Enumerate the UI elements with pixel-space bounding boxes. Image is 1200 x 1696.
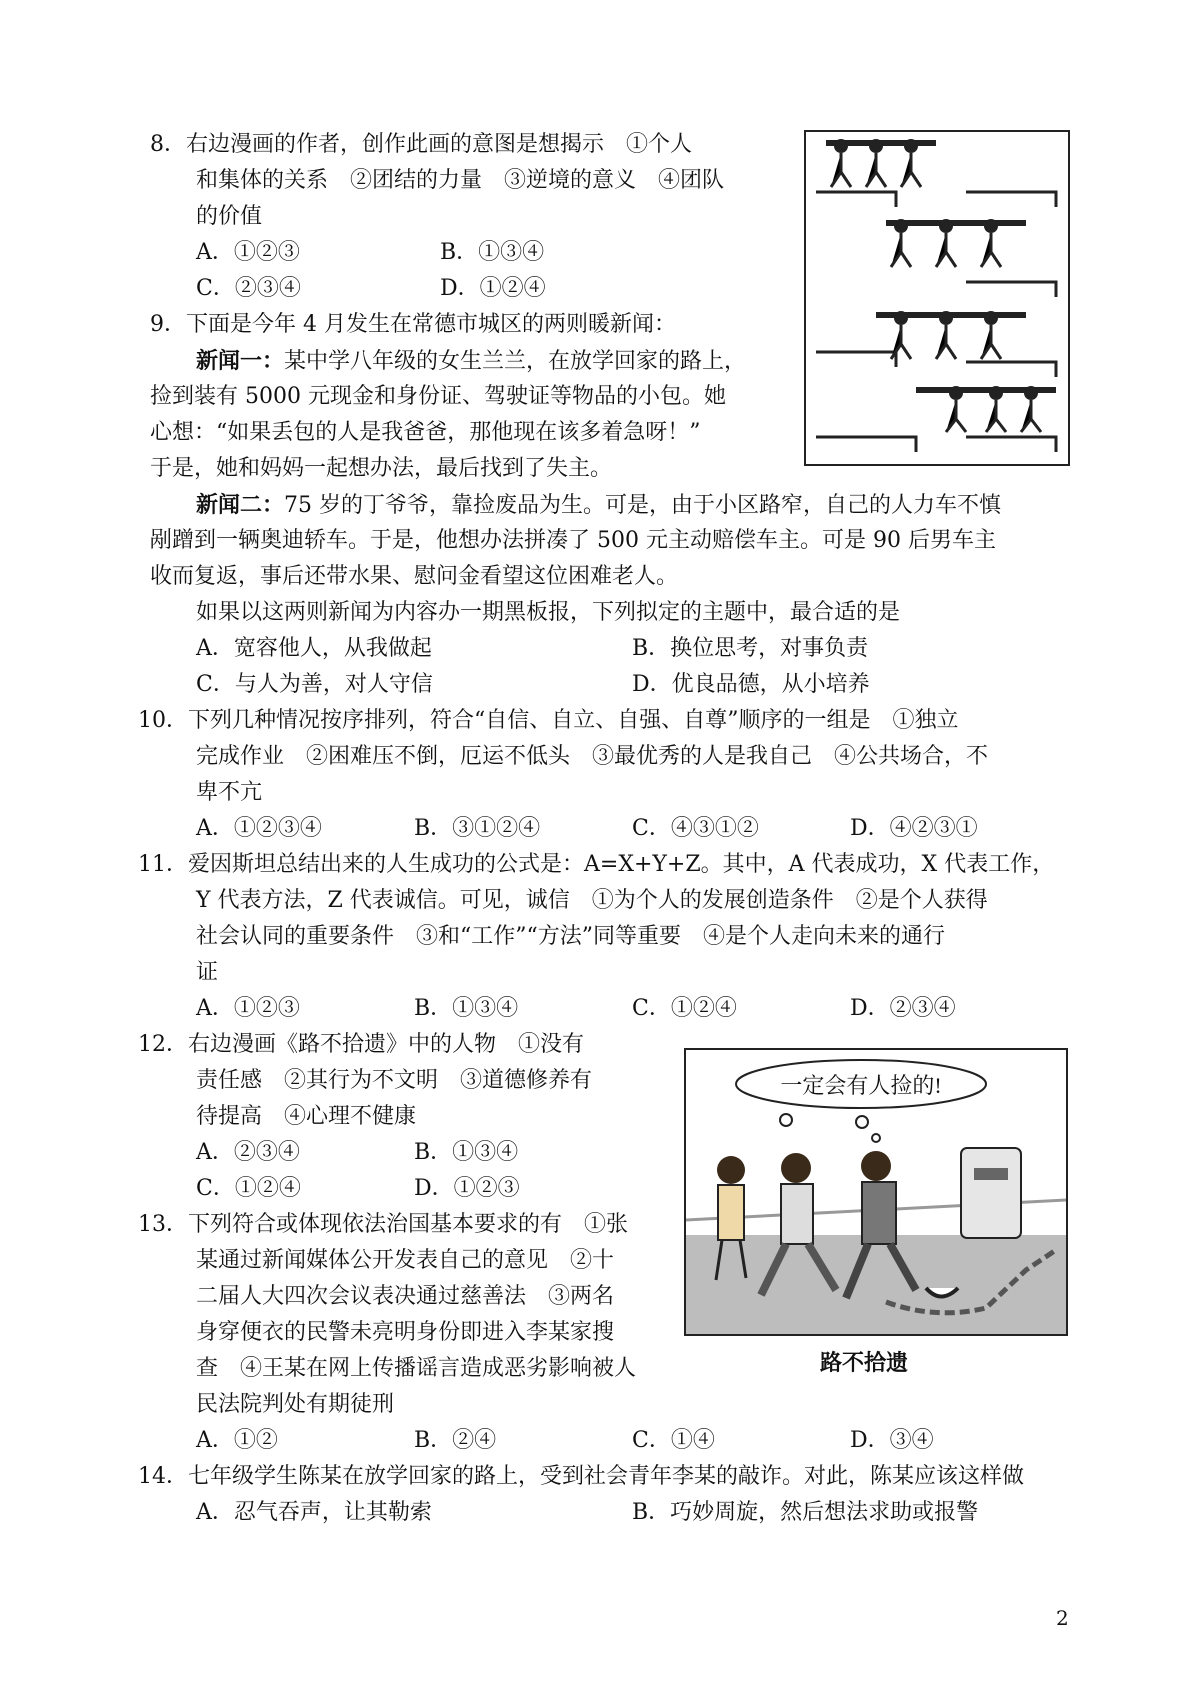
q11-option-c: C．①②④: [632, 996, 737, 1021]
q10-option-b: B．③①②④: [414, 816, 541, 841]
thought-bubble-text: 一定会有人捡的!: [780, 1073, 942, 1098]
q9-news2-label: 新闻二：: [196, 492, 285, 518]
q9-news2-text-2: 剐蹭到一辆奥迪轿车。于是，他想办法拼凑了 500 元主动赔偿车主。可是 90 后男车主: [150, 528, 996, 553]
q9-option-d: D．优良品德，从小培养: [632, 672, 870, 697]
litter-cartoon-drawing: [686, 1050, 1066, 1334]
q10-option-d: D．④②③①: [850, 816, 978, 841]
page-number: 2: [1056, 1606, 1069, 1630]
q12-option-a: A．②③④: [196, 1140, 300, 1165]
q10-line-2: 完成作业 ②困难压不倒，厄运不低头 ③最优秀的人是我自己 ④公共场合，不: [196, 744, 989, 769]
q11-line-4: 证: [196, 960, 219, 985]
q11-option-a: A．①②③: [196, 996, 300, 1021]
q13-option-c: C．①④: [632, 1428, 715, 1453]
q11-line-3: 社会认同的重要条件 ③和“工作”“方法”同等重要 ④是个人走向未来的通行: [196, 924, 945, 949]
q13-line-5: 查 ④王某在网上传播谣言造成恶劣影响被人: [196, 1356, 637, 1381]
q13-line-1: 13．下列符合或体现依法治国基本要求的有 ①张: [138, 1212, 628, 1237]
teamwork-cartoon: [804, 130, 1070, 466]
q12-option-b: B．①③④: [414, 1140, 519, 1165]
q11-option-d: D．②③④: [850, 996, 956, 1021]
q12-option-d: D．①②③: [414, 1176, 520, 1201]
q14-line: 14．七年级学生陈某在放学回家的路上，受到社会青年李某的敲诈。对此，陈某应该这样做: [138, 1464, 1024, 1489]
q9-news1-text-4: 于是，她和妈妈一起想办法，最后找到了失主。: [150, 456, 613, 481]
q9-option-c: C．与人为善，对人守信: [196, 672, 433, 697]
q12-option-c: C．①②④: [196, 1176, 301, 1201]
q8-line-2: 和集体的关系 ②团结的力量 ③逆境的意义 ④团队: [196, 168, 725, 193]
q14-option-b: B．巧妙周旋，然后想法求助或报警: [632, 1500, 979, 1525]
q8-line-3: 的价值: [196, 204, 263, 229]
q13-line-4: 身穿便衣的民警未亮明身份即进入李某家搜: [196, 1320, 615, 1345]
q8-option-b: B．①③④: [440, 240, 545, 265]
q8-line-1: 8．右边漫画的作者，创作此画的意图是想揭示 ①个人: [150, 132, 692, 157]
q9-news2-text-3: 收而复返，事后还带水果、慰问金看望这位困难老人。: [150, 564, 679, 589]
q13-option-a: A．①②: [196, 1428, 278, 1453]
q11-line-1: 11．爱因斯坦总结出来的人生成功的公式是：A=X+Y+Z。其中，A 代表成功，X 代表工作，: [138, 852, 1055, 877]
q12-line-1: 12．右边漫画《路不拾遗》中的人物 ①没有: [138, 1032, 584, 1057]
q10-line-1: 10．下列几种情况按序排列，符合“自信、自立、自强、自尊”顺序的一组是 ①独立: [138, 708, 959, 733]
q10-line-3: 卑不亢: [196, 780, 263, 805]
q9-option-a: A．宽容他人，从我做起: [196, 636, 432, 661]
q13-line-2: 某通过新闻媒体公开发表自己的意见 ②十: [196, 1248, 615, 1273]
q9-news1-first-line: [196, 346, 746, 377]
q11-option-b: B．①③④: [414, 996, 519, 1021]
q11-line-2: Y 代表方法，Z 代表诚信。可见，诚信 ①为个人的发展创造条件 ②是个人获得: [196, 888, 988, 913]
q13-line-3: 二届人大四次会议表决通过慈善法 ③两名: [196, 1284, 615, 1309]
q8-option-a: A．①②③: [196, 240, 300, 265]
q9-intro: 9．下面是今年 4 月发生在常德市城区的两则暖新闻：: [150, 312, 676, 337]
litter-cartoon-caption: 路不拾遗: [820, 1350, 909, 1376]
q9-option-b: B．换位思考，对事负责: [632, 636, 869, 661]
q9-news1-text-1: 某中学八年级的女生兰兰，在放学回家的路上，: [284, 349, 747, 374]
q8-option-c: C．②③④: [196, 276, 301, 301]
q9-news1-label: 新闻一：: [196, 348, 285, 374]
q8-option-d: D．①②④: [440, 276, 546, 301]
litter-cartoon: [684, 1048, 1068, 1336]
q12-line-2: 责任感 ②其行为不文明 ③道德修养有: [196, 1068, 593, 1093]
q9-news2-first-line: [196, 490, 1001, 521]
q14-option-a: A．忍气吞声，让其勒索: [196, 1500, 432, 1525]
q9-news2-text-1: 75 岁的丁爷爷，靠捡废品为生。可是，由于小区路窄，自己的人力车不慎: [284, 493, 1002, 518]
q9-question: 如果以这两则新闻为内容办一期黑板报，下列拟定的主题中，最合适的是: [196, 600, 901, 625]
q13-option-b: B．②④: [414, 1428, 497, 1453]
q13-line-6: 民法院判处有期徒刑: [196, 1392, 395, 1417]
q9-news1-text-3: 心想：“如果丢包的人是我爸爸，那他现在该多着急呀！”: [150, 420, 701, 445]
q10-option-a: A．①②③④: [196, 816, 322, 841]
q13-option-d: D．③④: [850, 1428, 934, 1453]
teamwork-cartoon-drawing: [806, 132, 1068, 464]
q10-option-c: C．④③①②: [632, 816, 759, 841]
q9-news1-text-2: 捡到装有 5000 元现金和身份证、驾驶证等物品的小包。她: [150, 384, 726, 409]
q12-line-3: 待提高 ④心理不健康: [196, 1104, 417, 1129]
